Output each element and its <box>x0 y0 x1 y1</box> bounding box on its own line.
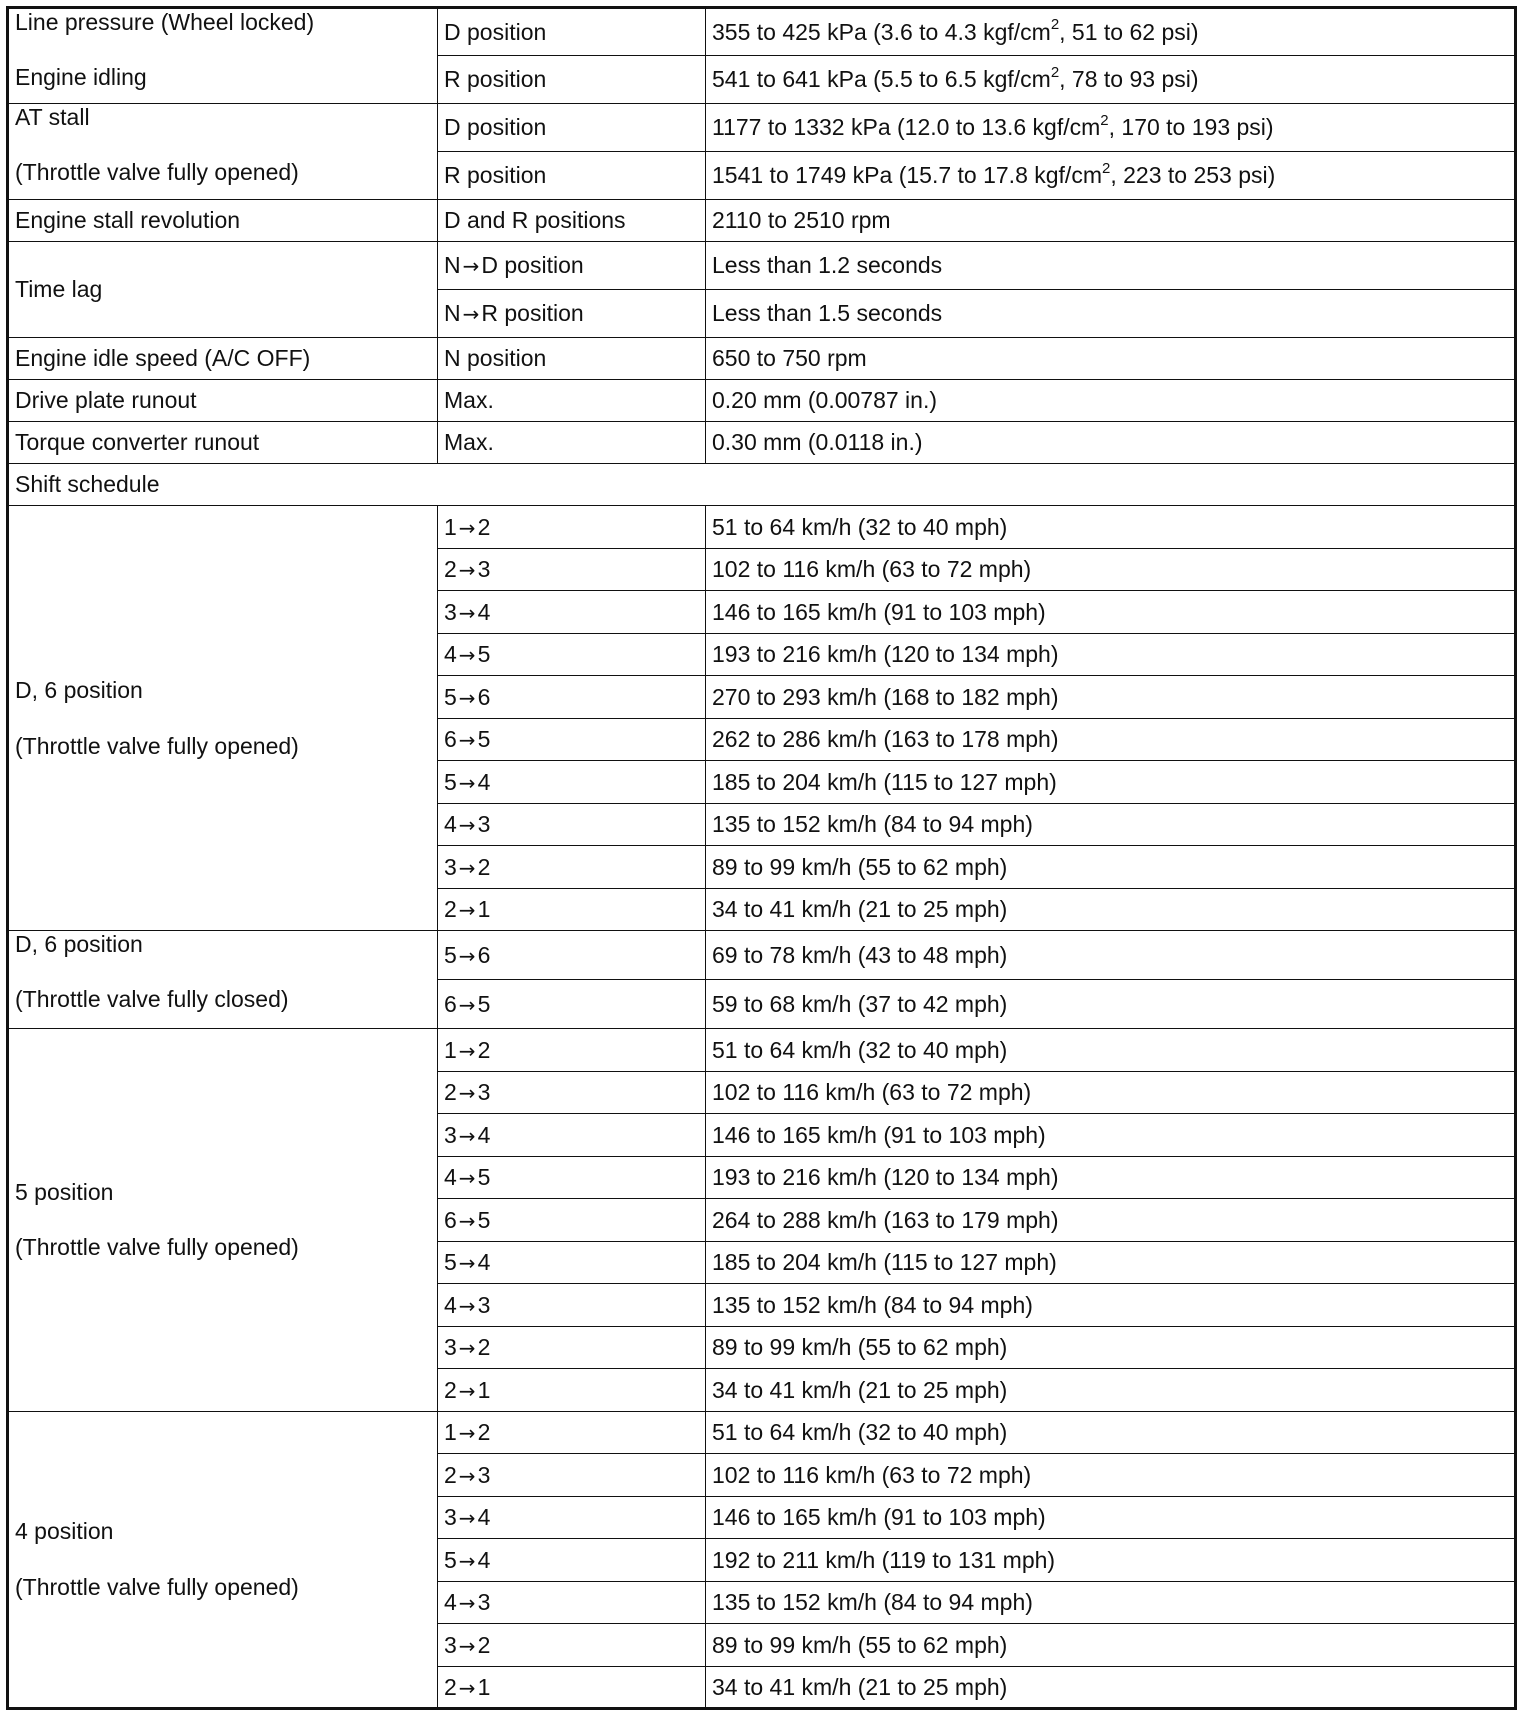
condition-from: 4 <box>444 811 457 838</box>
spec-value: 34 to 41 km/h (21 to 25 mph) <box>712 1673 1008 1700</box>
condition-cell <box>438 380 706 422</box>
table-row <box>8 338 1516 380</box>
condition-cell <box>438 633 706 676</box>
row-label-cell <box>8 8 438 104</box>
condition-cell <box>438 980 706 1029</box>
condition-from: 4 <box>444 1291 457 1318</box>
value-cell <box>706 591 1516 634</box>
condition-to: 4 <box>477 768 491 795</box>
condition-from: 1 <box>444 513 457 540</box>
value-cell <box>706 1369 1516 1412</box>
condition-label: D position <box>444 114 547 141</box>
spec-value: 650 to 750 rpm <box>712 345 867 372</box>
row-label-note: (Throttle valve fully opened) <box>15 1573 299 1600</box>
condition-cell <box>438 1454 706 1497</box>
value-cell <box>706 104 1516 152</box>
value-cell <box>706 1581 1516 1624</box>
arrow-icon: → <box>458 1123 476 1148</box>
spec-value: 193 to 216 km/h (120 to 134 mph) <box>712 1164 1059 1191</box>
arrow-icon: → <box>458 600 476 625</box>
value-cell <box>706 1496 1516 1539</box>
spec-value: 59 to 68 km/h (37 to 42 mph) <box>712 990 1008 1017</box>
value-cell <box>706 1666 1516 1709</box>
condition-cell <box>438 290 706 338</box>
arrow-icon: → <box>458 1506 476 1531</box>
value-cell <box>706 1454 1516 1497</box>
arrow-icon: → <box>458 1633 476 1658</box>
spec-value: Less than 1.5 seconds <box>712 300 943 327</box>
condition-from: 2 <box>444 896 457 923</box>
spec-value: 34 to 41 km/h (21 to 25 mph) <box>712 1376 1008 1403</box>
condition-to: 5 <box>477 641 491 668</box>
condition-from: 2 <box>444 1673 457 1700</box>
table-row <box>8 422 1516 464</box>
condition-to: 2 <box>477 513 491 540</box>
superscript: 2 <box>1050 63 1060 81</box>
condition-from: 3 <box>444 1121 457 1148</box>
condition-label: N position <box>444 345 547 372</box>
condition-to: R position <box>481 300 584 327</box>
condition-cell <box>438 1156 706 1199</box>
condition-cell <box>438 8 706 56</box>
arrow-icon: → <box>458 728 476 753</box>
condition-from: 5 <box>444 683 457 710</box>
condition-from: 6 <box>444 726 457 753</box>
value-cell <box>706 1624 1516 1667</box>
row-label: 4 position <box>15 1518 114 1545</box>
value-cell <box>706 1539 1516 1582</box>
condition-to: 3 <box>477 1291 491 1318</box>
condition-from: 2 <box>444 1079 457 1106</box>
spec-value: 0.20 mm (0.00787 in.) <box>712 387 938 414</box>
condition-to: 6 <box>477 941 491 968</box>
condition-to: 5 <box>477 726 491 753</box>
value-cell <box>706 242 1516 290</box>
value-cell <box>706 1326 1516 1369</box>
spec-value: Less than 1.2 seconds <box>712 252 943 279</box>
condition-cell <box>438 846 706 889</box>
spec-value: 34 to 41 km/h (21 to 25 mph) <box>712 896 1008 923</box>
arrow-icon: → <box>462 302 480 327</box>
row-label-cell <box>8 104 438 200</box>
row-label: AT stall <box>15 104 90 130</box>
condition-to: 3 <box>477 1461 491 1488</box>
spec-value: 0.30 mm (0.0118 in.) <box>712 429 923 456</box>
condition-cell <box>438 803 706 846</box>
value-cell <box>706 761 1516 804</box>
arrow-icon: → <box>458 1166 476 1191</box>
row-label-cell <box>8 380 438 422</box>
condition-to: 6 <box>477 683 491 710</box>
arrow-icon: → <box>458 1421 476 1446</box>
value-cell <box>706 676 1516 719</box>
condition-cell <box>438 718 706 761</box>
value-cell <box>706 1241 1516 1284</box>
condition-cell <box>438 1666 706 1709</box>
shift-schedule-heading <box>8 464 1516 506</box>
value-cell <box>706 718 1516 761</box>
value-cell <box>706 200 1516 242</box>
condition-cell <box>438 104 706 152</box>
condition-to: 2 <box>477 1036 491 1063</box>
condition-to: 3 <box>477 811 491 838</box>
arrow-icon: → <box>462 254 480 279</box>
value-cell <box>706 1114 1516 1157</box>
condition-cell <box>438 1539 706 1582</box>
spec-value: 146 to 165 km/h (91 to 103 mph) <box>712 1504 1046 1531</box>
row-label-note: (Throttle valve fully closed) <box>15 986 289 1013</box>
condition-cell <box>438 56 706 104</box>
arrow-icon: → <box>458 855 476 880</box>
condition-cell <box>438 1326 706 1369</box>
condition-cell <box>438 422 706 464</box>
spec-value: 185 to 204 km/h (115 to 127 mph) <box>712 1249 1057 1276</box>
arrow-icon: → <box>458 1336 476 1361</box>
condition-to: 5 <box>477 990 491 1017</box>
condition-cell <box>438 1029 706 1072</box>
spec-table-body <box>8 8 1516 1709</box>
condition-cell <box>438 1496 706 1539</box>
condition-to: 3 <box>477 556 491 583</box>
condition-from: 2 <box>444 1461 457 1488</box>
row-label-note: (Throttle valve fully opened) <box>15 1234 299 1261</box>
row-label-cell <box>8 200 438 242</box>
condition-to: 4 <box>477 1121 491 1148</box>
value-cell <box>706 1411 1516 1454</box>
spec-value: 135 to 152 km/h (84 to 94 mph) <box>712 1291 1033 1318</box>
condition-from: 3 <box>444 1334 457 1361</box>
spec-value: 270 to 293 km/h (168 to 182 mph) <box>712 683 1059 710</box>
condition-cell <box>438 1411 706 1454</box>
row-label: D, 6 position <box>15 677 143 704</box>
condition-to: 3 <box>477 1589 491 1616</box>
spec-table <box>6 6 1517 1710</box>
condition-to: 4 <box>477 1249 491 1276</box>
spec-value-tail: , 78 to 93 psi) <box>1059 66 1199 93</box>
spec-value-tail: , 51 to 62 psi) <box>1059 18 1199 45</box>
arrow-icon: → <box>458 770 476 795</box>
spec-value: 51 to 64 km/h (32 to 40 mph) <box>712 1036 1008 1063</box>
superscript: 2 <box>1050 16 1060 34</box>
row-label: Time lag <box>15 276 103 303</box>
table-row <box>8 8 1516 56</box>
row-label: Line pressure (Wheel locked) <box>15 9 315 35</box>
condition-cell <box>438 548 706 591</box>
table-row <box>8 1029 1516 1072</box>
value-cell <box>706 1284 1516 1327</box>
condition-to: 4 <box>477 1546 491 1573</box>
spec-value: 102 to 116 km/h (63 to 72 mph) <box>712 556 1032 583</box>
condition-to: 5 <box>477 1206 491 1233</box>
row-label: Engine idle speed (A/C OFF) <box>15 345 311 372</box>
condition-from: 1 <box>444 1036 457 1063</box>
value-cell <box>706 633 1516 676</box>
condition-to: 4 <box>477 598 491 625</box>
arrow-icon: → <box>458 1675 476 1700</box>
condition-cell <box>438 1199 706 1242</box>
row-label: Drive plate runout <box>15 387 197 414</box>
spec-value: 1177 to 1332 kPa (12.0 to 13.6 kgf/cm <box>712 114 1101 141</box>
condition-to: 2 <box>477 1631 491 1658</box>
row-label: D, 6 position <box>15 931 143 957</box>
value-cell <box>706 846 1516 889</box>
value-cell <box>706 422 1516 464</box>
arrow-icon: → <box>458 515 476 540</box>
condition-to: D position <box>481 252 584 279</box>
spec-value: 89 to 99 km/h (55 to 62 mph) <box>712 853 1008 880</box>
condition-cell <box>438 591 706 634</box>
spec-value: 541 to 641 kPa (5.5 to 6.5 kgf/cm <box>712 66 1051 93</box>
condition-to: 2 <box>477 1419 491 1446</box>
arrow-icon: → <box>458 1293 476 1318</box>
row-label: 5 position <box>15 1178 114 1205</box>
spec-value: 69 to 78 km/h (43 to 48 mph) <box>712 941 1008 968</box>
condition-label: R position <box>444 66 547 93</box>
condition-cell <box>438 1241 706 1284</box>
value-cell <box>706 1071 1516 1114</box>
condition-from: 2 <box>444 1376 457 1403</box>
row-label: Engine stall revolution <box>15 207 241 234</box>
spec-value: 135 to 152 km/h (84 to 94 mph) <box>712 811 1033 838</box>
table-row <box>8 1411 1516 1454</box>
arrow-icon: → <box>458 943 476 968</box>
arrow-icon: → <box>458 685 476 710</box>
spec-value: 355 to 425 kPa (3.6 to 4.3 kgf/cm <box>712 18 1051 45</box>
condition-from: 1 <box>444 1419 457 1446</box>
condition-label: R position <box>444 162 547 189</box>
arrow-icon: → <box>458 813 476 838</box>
value-cell <box>706 1199 1516 1242</box>
spec-value: 262 to 286 km/h (163 to 178 mph) <box>712 726 1059 753</box>
spec-value: 264 to 288 km/h (163 to 179 mph) <box>712 1206 1059 1233</box>
spec-value: 146 to 165 km/h (91 to 103 mph) <box>712 598 1046 625</box>
condition-from: 2 <box>444 556 457 583</box>
row-label-cell <box>8 422 438 464</box>
condition-to: 1 <box>477 896 491 923</box>
spec-value: 146 to 165 km/h (91 to 103 mph) <box>712 1121 1046 1148</box>
condition-to: 5 <box>477 1164 491 1191</box>
row-label-cell <box>8 1029 438 1412</box>
condition-from: 5 <box>444 768 457 795</box>
spec-value: 51 to 64 km/h (32 to 40 mph) <box>712 1419 1008 1446</box>
condition-to: 3 <box>477 1079 491 1106</box>
spec-value: 185 to 204 km/h (115 to 127 mph) <box>712 768 1057 795</box>
arrow-icon: → <box>458 558 476 583</box>
condition-from: 6 <box>444 1206 457 1233</box>
value-cell <box>706 8 1516 56</box>
row-label: Torque converter runout <box>15 429 260 456</box>
condition-cell <box>438 1624 706 1667</box>
table-row <box>8 200 1516 242</box>
condition-from: N <box>444 300 461 327</box>
spec-value: 102 to 116 km/h (63 to 72 mph) <box>712 1461 1032 1488</box>
spec-value: 135 to 152 km/h (84 to 94 mph) <box>712 1589 1033 1616</box>
table-row <box>8 506 1516 549</box>
arrow-icon: → <box>458 1251 476 1276</box>
arrow-icon: → <box>458 1548 476 1573</box>
spec-value: 89 to 99 km/h (55 to 62 mph) <box>712 1334 1008 1361</box>
condition-from: 4 <box>444 641 457 668</box>
arrow-icon: → <box>458 1208 476 1233</box>
condition-from: 3 <box>444 1631 457 1658</box>
condition-from: N <box>444 252 461 279</box>
condition-label: D position <box>444 18 547 45</box>
condition-label: D and R positions <box>444 207 626 234</box>
value-cell <box>706 506 1516 549</box>
arrow-icon: → <box>458 643 476 668</box>
condition-cell <box>438 242 706 290</box>
condition-to: 4 <box>477 1504 491 1531</box>
condition-cell <box>438 1071 706 1114</box>
condition-cell <box>438 200 706 242</box>
condition-from: 5 <box>444 941 457 968</box>
row-label-cell <box>8 338 438 380</box>
condition-cell <box>438 1114 706 1157</box>
table-row <box>8 380 1516 422</box>
condition-cell <box>438 1369 706 1412</box>
arrow-icon: → <box>458 1081 476 1106</box>
condition-from: 6 <box>444 990 457 1017</box>
condition-cell <box>438 506 706 549</box>
condition-from: 4 <box>444 1164 457 1191</box>
table-row <box>8 104 1516 152</box>
value-cell <box>706 980 1516 1029</box>
condition-cell <box>438 761 706 804</box>
arrow-icon: → <box>458 992 476 1017</box>
condition-from: 5 <box>444 1249 457 1276</box>
condition-label: Max. <box>444 429 494 456</box>
row-label-cell <box>8 242 438 338</box>
spec-value: 1541 to 1749 kPa (15.7 to 17.8 kgf/cm <box>712 162 1102 189</box>
value-cell <box>706 56 1516 104</box>
arrow-icon: → <box>458 1591 476 1616</box>
value-cell <box>706 548 1516 591</box>
value-cell <box>706 803 1516 846</box>
spec-value: 102 to 116 km/h (63 to 72 mph) <box>712 1079 1032 1106</box>
superscript: 2 <box>1101 159 1111 177</box>
value-cell <box>706 888 1516 931</box>
superscript: 2 <box>1100 111 1109 129</box>
value-cell <box>706 152 1516 200</box>
spec-value: 51 to 64 km/h (32 to 40 mph) <box>712 513 1008 540</box>
arrow-icon: → <box>458 1038 476 1063</box>
condition-to: 1 <box>477 1376 491 1403</box>
value-cell <box>706 931 1516 980</box>
arrow-icon: → <box>458 1378 476 1403</box>
spec-value-tail: , 223 to 253 psi) <box>1110 162 1276 189</box>
row-label-cell <box>8 931 438 1029</box>
condition-cell <box>438 888 706 931</box>
row-label-note: (Throttle valve fully opened) <box>15 732 299 759</box>
arrow-icon: → <box>458 1463 476 1488</box>
value-cell <box>706 1156 1516 1199</box>
condition-from: 3 <box>444 1504 457 1531</box>
spec-value-tail: , 170 to 193 psi) <box>1108 114 1274 141</box>
condition-from: 4 <box>444 1589 457 1616</box>
condition-to: 2 <box>477 1334 491 1361</box>
shift-schedule-title: Shift schedule <box>15 471 160 498</box>
condition-from: 3 <box>444 853 457 880</box>
condition-to: 1 <box>477 1673 491 1700</box>
condition-cell <box>438 676 706 719</box>
table-row <box>8 931 1516 980</box>
value-cell <box>706 290 1516 338</box>
value-cell <box>706 380 1516 422</box>
spec-value: 192 to 211 km/h (119 to 131 mph) <box>712 1546 1056 1573</box>
spec-value: 2110 to 2510 rpm <box>712 207 891 234</box>
condition-cell <box>438 1284 706 1327</box>
row-label-cell <box>8 506 438 931</box>
value-cell <box>706 1029 1516 1072</box>
spec-value: 89 to 99 km/h (55 to 62 mph) <box>712 1631 1008 1658</box>
condition-cell <box>438 931 706 980</box>
condition-cell <box>438 338 706 380</box>
condition-cell <box>438 1581 706 1624</box>
row-label-cell <box>8 1411 438 1709</box>
condition-cell <box>438 152 706 200</box>
condition-label: Max. <box>444 387 494 414</box>
table-row <box>8 464 1516 506</box>
row-label-note: (Throttle valve fully opened) <box>15 159 299 186</box>
spec-value: 193 to 216 km/h (120 to 134 mph) <box>712 641 1059 668</box>
arrow-icon: → <box>458 898 476 923</box>
condition-to: 2 <box>477 853 491 880</box>
condition-from: 5 <box>444 1546 457 1573</box>
condition-from: 3 <box>444 598 457 625</box>
value-cell <box>706 338 1516 380</box>
table-row <box>8 242 1516 290</box>
row-label-note: Engine idling <box>15 64 147 91</box>
